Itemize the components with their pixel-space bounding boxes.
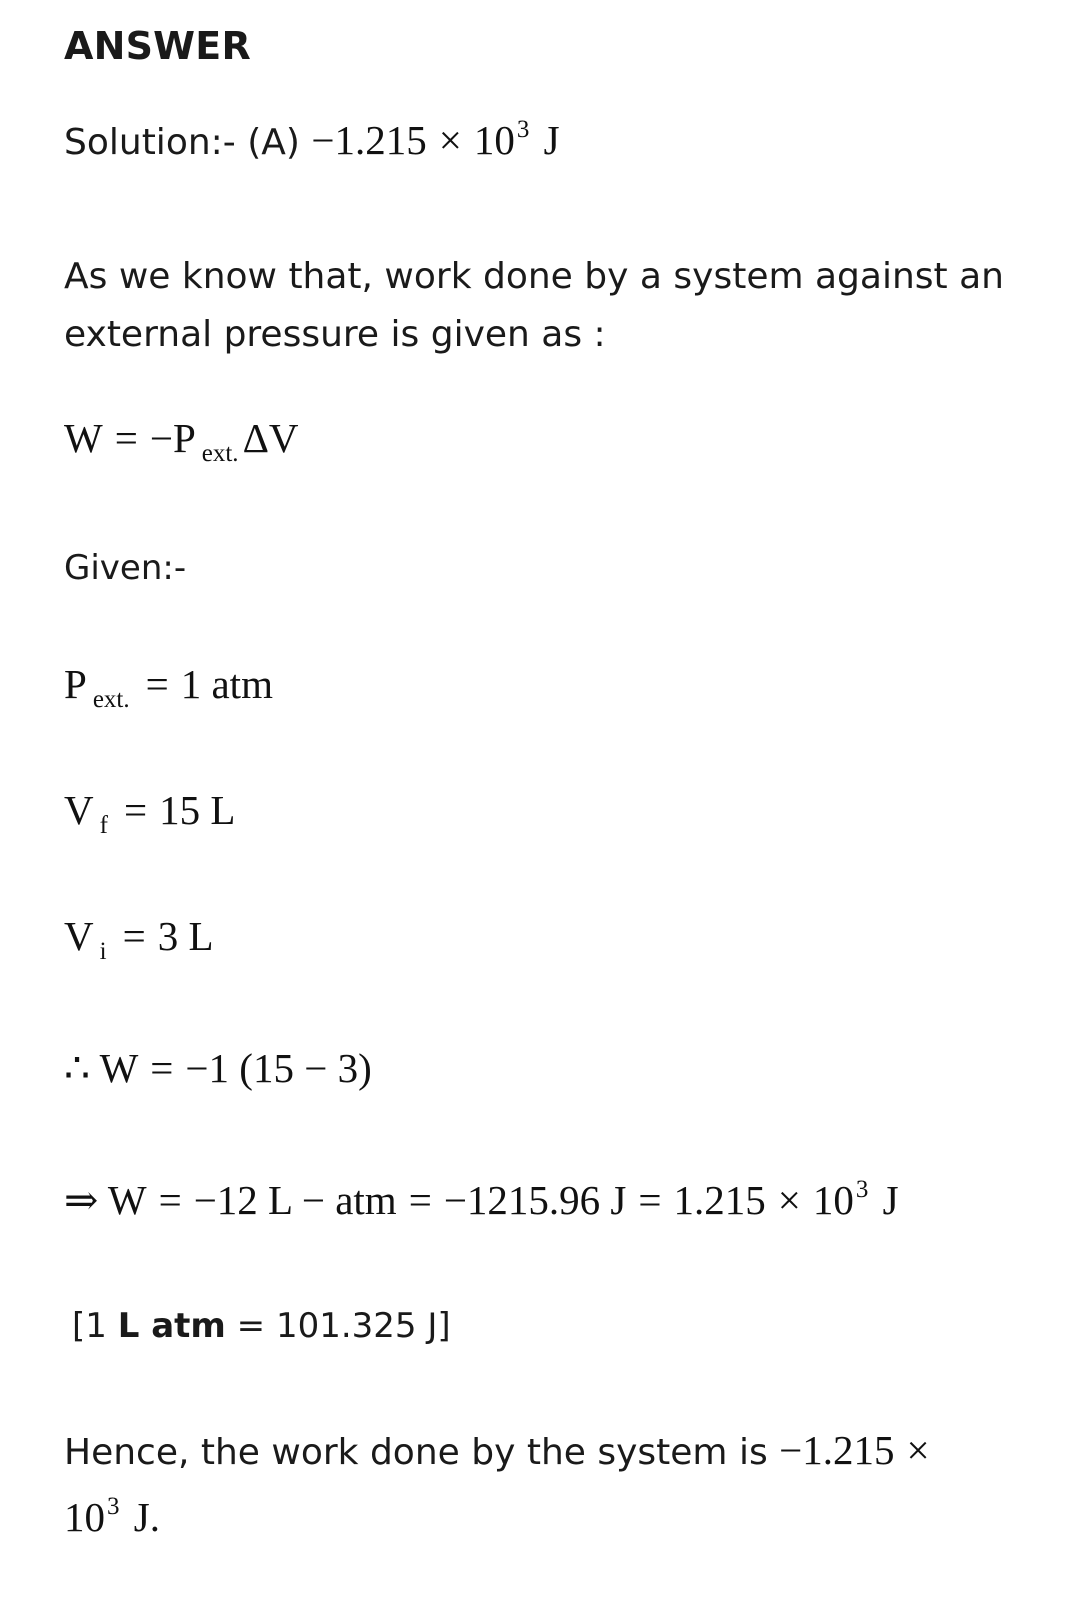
solution-label: Solution:- (A): [64, 122, 312, 163]
p-ext-equation: P $_{ext.}$ = 1 atm: [64, 661, 273, 713]
result-equation: ⇒ W = −12 L − atm = −1215.96 $J = 1.215 \times 10^3$ J: [64, 1176, 899, 1223]
work-formula: W = −P $_{ext.}$ΔV: [64, 415, 299, 467]
v-initial-equation: V $_i$ = 3 L: [64, 913, 214, 965]
conclusion-text: Hence, the work done by the system is: [64, 1432, 780, 1473]
answer-heading: ANSWER: [64, 24, 251, 68]
intro-line-1: As we know that, work done by a system against an: [64, 256, 1004, 297]
conversion-note: [1 L atm = 101.325 J]: [72, 1306, 451, 1346]
conclusion-power: $10^3$ J.: [64, 1493, 160, 1540]
given-label: Given:-: [64, 548, 187, 588]
intro-line-2: external pressure is given as :: [64, 314, 606, 355]
therefore-equation: ∴ W = −1 (15 − 3): [64, 1045, 372, 1091]
conclusion-mantissa: −1.215: [779, 1427, 895, 1473]
v-final-equation: V $_f$ = 15 L: [64, 787, 236, 839]
solution-value: $-1.215 \times 10^3$ J: [311, 116, 560, 163]
solution-line: [64, 116, 560, 164]
conclusion-paragraph: Hence, the work done by the system is −1.215 × $10^3$ J.: [64, 1427, 930, 1540]
intro-paragraph: [64, 248, 1024, 364]
